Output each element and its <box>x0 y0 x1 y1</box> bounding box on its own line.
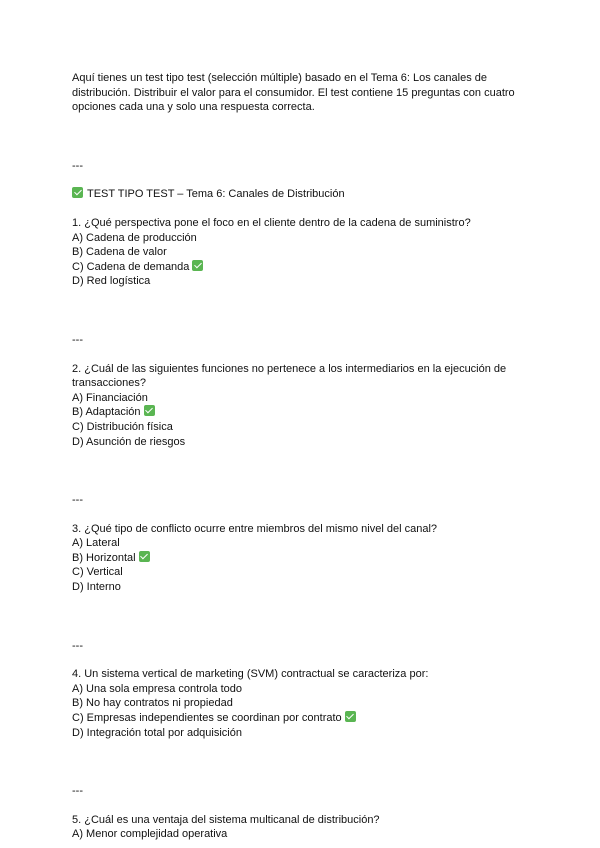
option: D) Integración total por adquisición <box>72 726 242 739</box>
option: D) Asunción de riesgos <box>72 435 186 448</box>
intro-line: opciones cada una y solo una respuesta correcta. <box>72 101 315 114</box>
option: B) No hay contratos ni propiedad <box>72 697 233 710</box>
question-5 <box>72 813 522 842</box>
question-text: 1. ¿Qué perspectiva pone el foco en el cliente dentro de la cadena de suministro? <box>72 216 471 229</box>
separator: --- <box>72 494 83 507</box>
option-text: B) Horizontal <box>72 551 136 564</box>
question-2 <box>72 362 522 450</box>
option: C) Distribución física <box>72 420 173 433</box>
question-text: 4. Un sistema vertical de marketing (SVM) contractual se caracteriza por: <box>72 668 429 681</box>
separator: --- <box>72 639 83 652</box>
test-title-text: TEST TIPO TEST – Tema 6: Canales de Distribución <box>87 188 345 201</box>
separator: --- <box>72 333 83 346</box>
option: A) Financiación <box>72 391 148 404</box>
check-mark-icon <box>72 187 83 198</box>
option: A) Una sola empresa controla todo <box>72 682 242 695</box>
question-1 <box>72 216 522 289</box>
intro-line: distribución. Distribuir el valor para el consumidor. El test contiene 15 preguntas con cuatro <box>72 86 515 99</box>
option-correct <box>72 405 522 420</box>
check-mark-icon <box>139 551 150 562</box>
question-text: transacciones? <box>72 377 146 390</box>
option: A) Lateral <box>72 537 120 550</box>
option-correct <box>72 260 522 275</box>
check-mark-icon <box>144 405 155 416</box>
question-4 <box>72 667 522 740</box>
option: A) Cadena de producción <box>72 231 197 244</box>
separator: --- <box>72 785 83 798</box>
option-text: B) Adaptación <box>72 406 141 419</box>
separator: --- <box>72 159 83 172</box>
option: D) Interno <box>72 581 121 594</box>
question-text: 3. ¿Qué tipo de conflicto ocurre entre miembros del mismo nivel del canal? <box>72 522 438 535</box>
option: D) Red logística <box>72 275 151 288</box>
option: C) Vertical <box>72 566 123 579</box>
intro-line: Aquí tienes un test tipo test (selección múltiple) basado en el Tema 6: Los canales de <box>72 72 487 84</box>
test-title <box>72 187 522 202</box>
question-text: 2. ¿Cuál de las siguientes funciones no pertenece a los intermediarios en la ejecución de <box>72 362 507 375</box>
check-mark-icon <box>345 711 356 722</box>
intro-paragraph <box>72 71 522 115</box>
question-3 <box>72 522 522 595</box>
question-text: 5. ¿Cuál es una ventaja del sistema multicanal de distribución? <box>72 813 380 826</box>
option-correct <box>72 551 522 566</box>
document-page <box>72 71 522 842</box>
check-mark-icon <box>192 260 203 271</box>
option-text: C) Empresas independientes se coordinan por contrato <box>72 712 342 725</box>
option: A) Menor complejidad operativa <box>72 828 228 841</box>
option: B) Cadena de valor <box>72 246 167 259</box>
option-correct <box>72 711 522 726</box>
option-text: C) Cadena de demanda <box>72 260 190 273</box>
